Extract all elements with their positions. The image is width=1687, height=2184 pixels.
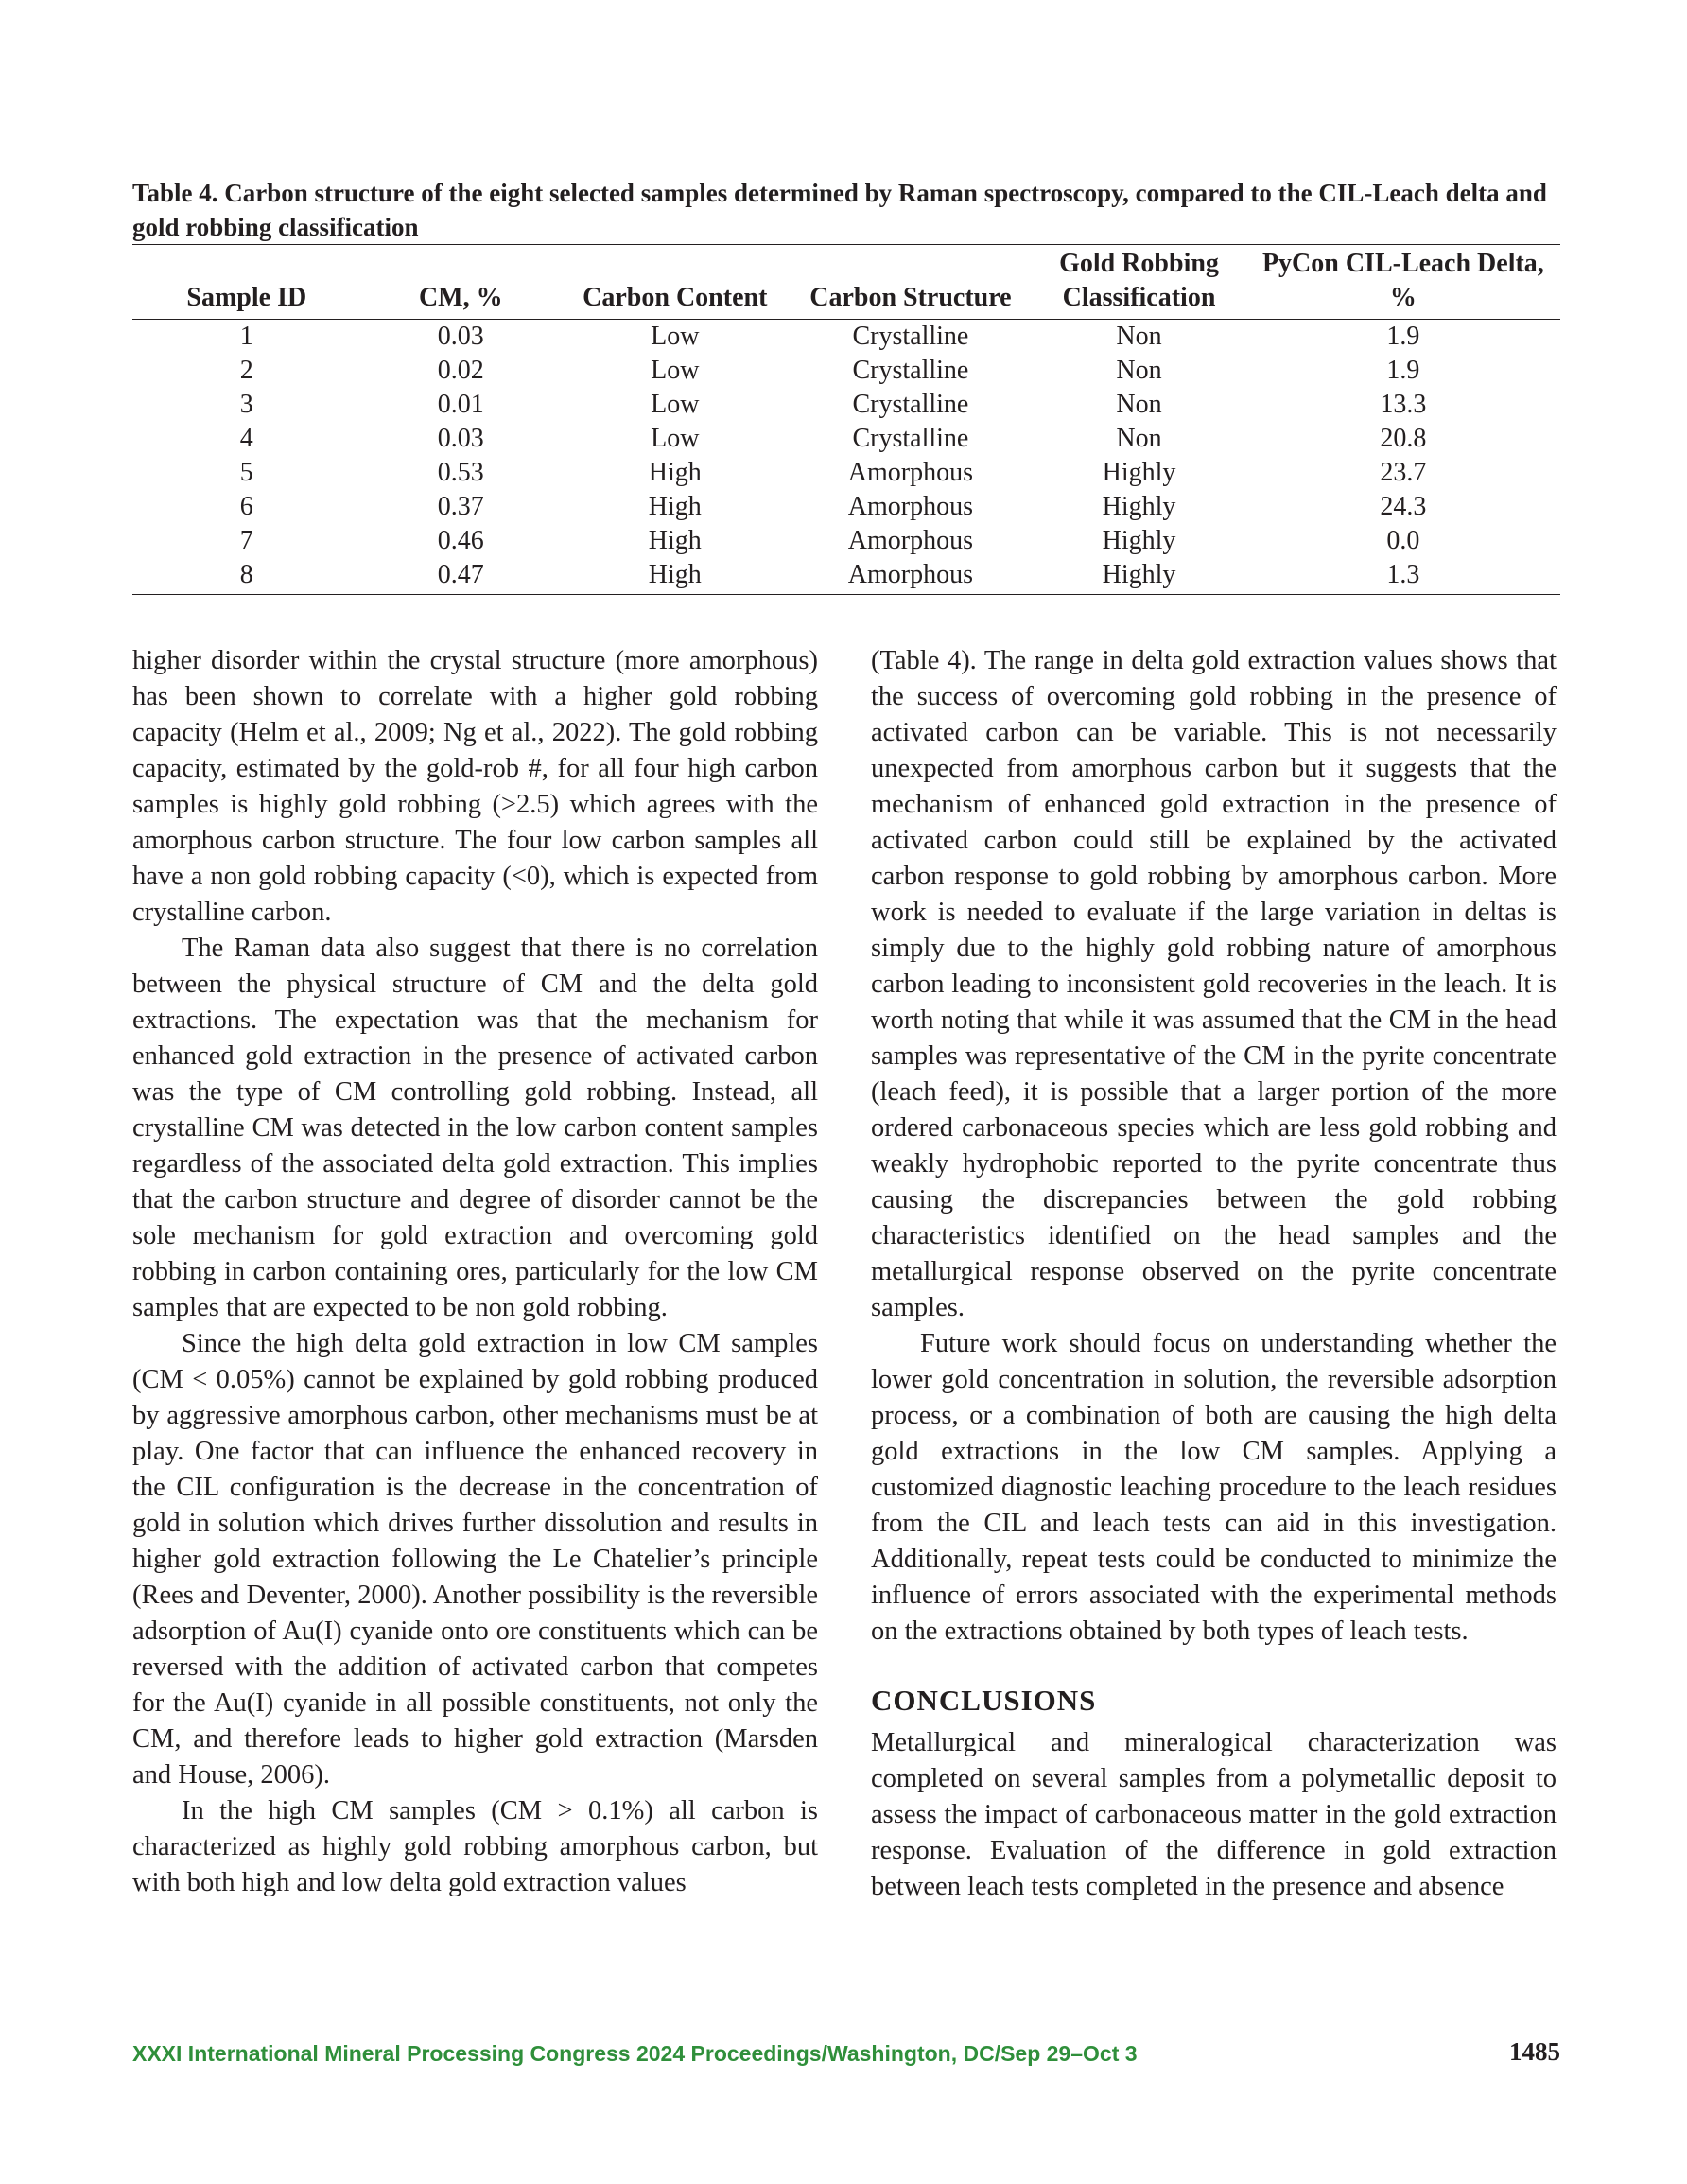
paragraph: Since the high delta gold extraction in low CM samples (CM < 0.05%) cannot be explained by gold robbing produced by aggressive amorphous carbon, other mechanisms must be at play. One factor that can influence the enhanced recovery in the CIL configuration is the decrease in the concentration of gold in solution which drives further dissolution and results in higher gold extraction following the Le Chatelier’s principle (Rees and Deventer, 2000). Another possibility is the reversible adsorption of Au(I) cyanide onto ore constituents which can be reversed with the addition of activated carbon that competes for the Au(I) cyanide in all possible constituents, not only the CM, and therefore leads to higher gold extraction (Marsden and House, 2006). — [132, 1329, 818, 1790]
table-row — [132, 524, 1560, 558]
cell-gold-robbing: Highly — [1032, 558, 1246, 595]
right-column — [871, 643, 1557, 1905]
cell-cm: 0.02 — [437, 356, 484, 385]
cell-carbon-content: High — [648, 458, 702, 487]
header-sample-id: Sample ID — [132, 245, 361, 320]
cell-carbon-structure: Amorphous — [847, 458, 974, 487]
carbon-structure-table — [132, 244, 1560, 595]
cell-sample-id: 6 — [239, 492, 253, 521]
header-delta: PyCon CIL-Leach Delta, % — [1246, 245, 1560, 320]
cell-sample-id: 5 — [239, 458, 253, 487]
cell-gold-robbing: Non — [1116, 424, 1162, 453]
header-carbon-structure: Carbon Structure — [790, 245, 1033, 320]
paragraph: higher disorder within the crystal structure (more amorphous) has been shown to correlate with a higher gold robbing capacity (Helm et al., 2009; Ng et al., 2022). The gold robbing capacity, estimated by the gold-rob #, for all four high carbon samples is highly gold robbing (>2.5) which agrees with the amorphous carbon structure. The four low carbon samples all have a non gold robbing capacity (<0), which is expected from crystalline carbon. — [132, 646, 818, 927]
cell-sample-id: 2 — [239, 356, 253, 385]
cell-delta: 1.9 — [1386, 322, 1420, 351]
cell-carbon-structure: Amorphous — [847, 526, 974, 555]
cell-cm: 0.46 — [437, 526, 484, 555]
table-row — [132, 490, 1560, 524]
table-row — [132, 354, 1560, 388]
cell-cm: 0.47 — [361, 558, 561, 595]
cell-carbon-content: Low — [651, 424, 700, 453]
cell-carbon-structure: Amorphous — [847, 492, 974, 521]
cell-gold-robbing: Non — [1116, 322, 1162, 351]
cell-carbon-content: High — [648, 526, 702, 555]
cell-gold-robbing: Highly — [1102, 492, 1176, 521]
cell-carbon-content: High — [561, 558, 790, 595]
cell-delta: 0.0 — [1386, 526, 1420, 555]
cell-delta: 1.3 — [1246, 558, 1560, 595]
cell-carbon-content: High — [648, 492, 702, 521]
table-caption: Table 4. Carbon structure of the eight selected samples determined by Raman spectroscopy, compared to the CIL-Leach delta and gold robbing classification — [132, 179, 1547, 241]
cell-carbon-structure: Crystalline — [852, 390, 969, 419]
cell-sample-id: 8 — [132, 558, 361, 595]
cell-cm: 0.37 — [437, 492, 484, 521]
header-carbon-content: Carbon Content — [561, 245, 790, 320]
cell-sample-id: 7 — [239, 526, 253, 555]
section-heading: CONCLUSIONS — [871, 1684, 1097, 1717]
table-row — [132, 558, 1560, 595]
left-column — [132, 643, 818, 1901]
paragraph: Metallurgical and mineralogical characterization was completed on several samples from a polymetallic deposit to assess the impact of carbonaceous matter in the gold extraction response. Evaluation of the difference in gold extraction between leach tests completed in the presence and absence — [871, 1728, 1557, 1901]
paragraph: The Raman data also suggest that there is no correlation between the physical structure of CM and the delta gold extractions. The expectation was that the mechanism for enhanced gold extraction in the presence of activated carbon was the type of CM controlling gold robbing. Instead, all crystalline CM was detected in the low carbon content samples regardless of the associated delta gold extraction. This implies that the carbon structure and degree of disorder cannot be the sole mechanism for gold extraction and overcoming gold robbing in carbon containing ores, particularly for the low CM samples that are expected to be non gold robbing. — [132, 934, 818, 1322]
paragraph: (Table 4). The range in delta gold extraction values shows that the success of overcoming gold robbing in the presence of activated carbon can be variable. This is not necessarily unexpected from amorphous carbon but it suggests that the mechanism of enhanced gold extraction in the presence of activated carbon could still be explained by the activated carbon response to gold robbing by amorphous carbon. More work is needed to evaluate if the large variation in deltas is simply due to the highly gold robbing nature of amorphous carbon leading to inconsistent gold recoveries in the leach. It is worth noting that while it was assumed that the CM in the head samples was representative of the CM in the pyrite concentrate (leach feed), it is possible that a larger portion of the more ordered carbonaceous species which are less gold robbing and weakly hydrophobic reported to the pyrite concentrate thus causing the discrepancies between the gold robbing characteristics identified on the head samples and the metallurgical response observed on the pyrite concentrate samples. — [871, 646, 1557, 1322]
cell-cm: 0.03 — [437, 424, 484, 453]
cell-delta: 20.8 — [1380, 424, 1427, 453]
cell-gold-robbing: Non — [1116, 356, 1162, 385]
table-row — [132, 422, 1560, 456]
cell-cm: 0.53 — [437, 458, 484, 487]
cell-sample-id: 1 — [239, 322, 253, 351]
cell-cm: 0.03 — [437, 322, 484, 351]
cell-sample-id: 4 — [239, 424, 253, 453]
cell-carbon-content: Low — [651, 322, 700, 351]
footer-conference: XXXI International Mineral Processing Congress 2024 Proceedings/Washington, DC/Sep 29–Oct 3 — [132, 2041, 1138, 2066]
cell-delta: 13.3 — [1380, 390, 1427, 419]
cell-gold-robbing: Highly — [1102, 458, 1176, 487]
table-row — [132, 388, 1560, 422]
cell-carbon-content: Low — [651, 356, 700, 385]
cell-sample-id: 3 — [239, 390, 253, 419]
paragraph: In the high CM samples (CM > 0.1%) all carbon is characterized as highly gold robbing amorphous carbon, but with both high and low delta gold extraction values — [132, 1796, 818, 1897]
page-number: 1485 — [1509, 2037, 1560, 2066]
cell-gold-robbing: Highly — [1102, 526, 1176, 555]
cell-carbon-structure: Crystalline — [852, 424, 969, 453]
header-cm: CM, % — [361, 245, 561, 320]
table-row — [132, 320, 1560, 355]
cell-delta: 24.3 — [1380, 492, 1427, 521]
header-gold-robbing: Gold Robbing Classification — [1032, 245, 1246, 320]
cell-delta: 23.7 — [1380, 458, 1427, 487]
table-row — [132, 456, 1560, 490]
cell-carbon-structure: Crystalline — [852, 356, 969, 385]
cell-carbon-content: Low — [651, 390, 700, 419]
cell-delta: 1.9 — [1386, 356, 1420, 385]
cell-gold-robbing: Non — [1116, 390, 1162, 419]
cell-carbon-structure: Crystalline — [852, 322, 969, 351]
paragraph: Future work should focus on understanding whether the lower gold concentration in solution, the reversible adsorption process, or a combination of both are causing the high delta gold extractions in the low CM samples. Applying a customized diagnostic leaching procedure to the leach residues from the CIL and leach tests can aid in this investigation. Additionally, repeat tests could be conducted to minimize the influence of errors associated with the experimental methods on the extractions obtained by both types of leach tests. — [871, 1329, 1557, 1646]
cell-carbon-structure: Amorphous — [790, 558, 1033, 595]
cell-cm: 0.01 — [437, 390, 484, 419]
table-header-row — [132, 245, 1560, 320]
